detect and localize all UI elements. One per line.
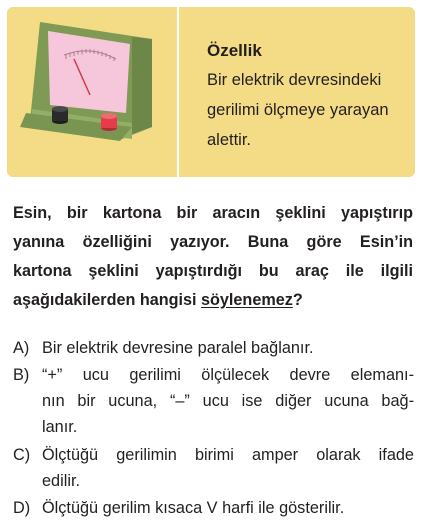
feature-line: alettir.	[207, 131, 252, 149]
meter-side	[132, 37, 152, 134]
option-b-text[interactable]: “+” ucu gerilimi ölçülecek devre elemanı-	[42, 366, 414, 384]
question-line: Esin, bir kartona bir aracın şeklini yapıştırıp	[13, 204, 413, 222]
terminal-red	[101, 113, 117, 131]
option-b-letter[interactable]: B)	[13, 366, 30, 384]
option-b-text[interactable]: lanır.	[42, 418, 78, 436]
option-b-text[interactable]: nın bir ucuna, “–” ucu ise diğer ucuna bağ-	[42, 392, 414, 410]
option-a-letter[interactable]: A)	[13, 339, 30, 357]
question-mark: ?	[292, 291, 303, 309]
question-text: aşağıdakilerden hangisi	[13, 291, 202, 309]
terminal-black	[52, 106, 68, 124]
card-divider	[177, 7, 179, 177]
option-d-letter[interactable]: D)	[13, 499, 31, 517]
option-a-text[interactable]: Bir elektrik devresine paralel bağlanır.	[42, 339, 314, 357]
question-line: kartona şeklini yapıştırdığı bu araç ile ilgili	[13, 262, 413, 280]
question-line: yanına özelliğini yazıyor. Buna göre Esin’in	[13, 233, 413, 251]
question-last-line	[13, 287, 303, 314]
option-c-text[interactable]: Ölçtüğü gerilimin birimi amper olarak ifade	[42, 446, 414, 464]
option-c-letter[interactable]: C)	[13, 446, 31, 464]
question-emphasis: söylenemez	[201, 291, 293, 309]
voltmeter-icon	[12, 17, 162, 147]
feature-line: gerilimi ölçmeye yarayan	[207, 101, 389, 119]
option-c-text[interactable]: edilir.	[42, 472, 81, 490]
feature-title: Özellik	[207, 41, 262, 60]
option-d-text[interactable]: Ölçtüğü gerilim kısaca V harfi ile gösterilir.	[42, 499, 345, 517]
feature-line: Bir elektrik devresindeki	[207, 71, 382, 89]
meter-face	[48, 31, 130, 113]
